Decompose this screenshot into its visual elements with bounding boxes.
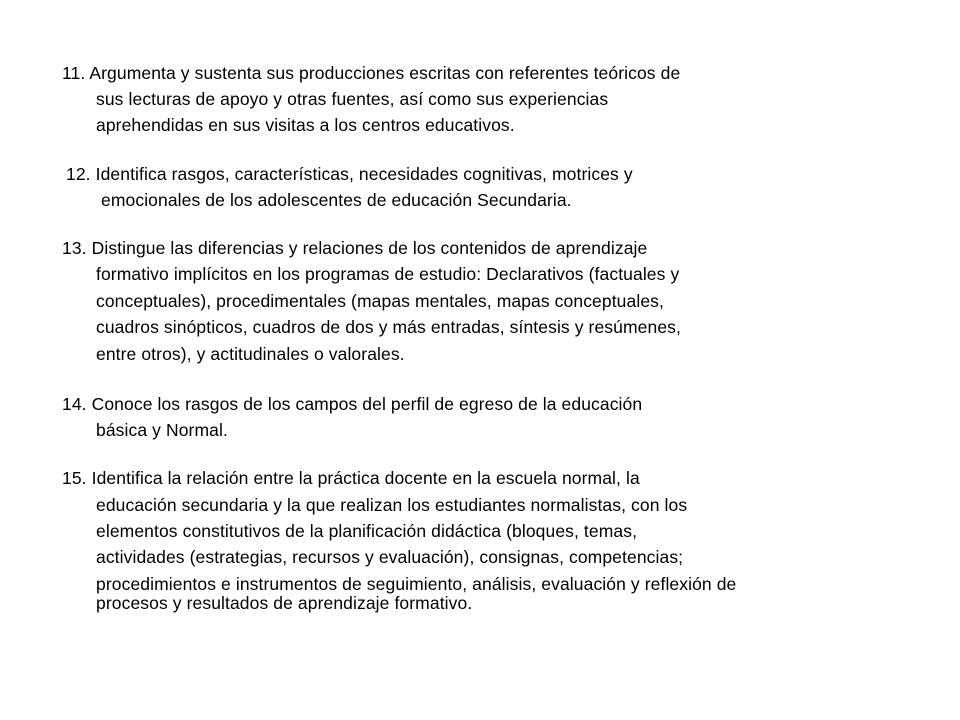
item-15-text-2: educación secundaria y la que realizan los estudiantes normalistas, con los — [96, 495, 688, 515]
item-11-text-2: sus lecturas de apoyo y otras fuentes, así como sus experiencias — [96, 89, 609, 109]
item-13-number: 13. — [62, 238, 87, 258]
item-15-text-6: procesos y resultados de aprendizaje formativo. — [96, 593, 473, 613]
item-12-number: 12. — [66, 164, 91, 184]
item-15-number: 15. — [62, 468, 87, 488]
item-11-text-3: aprehendidas en sus visitas a los centros educativos. — [96, 115, 515, 135]
item-12-text-2: emocionales de los adolescentes de educación Secundaria. — [101, 190, 572, 210]
item-15-text-5: procedimientos e instrumentos de seguimiento, análisis, evaluación y reflexión de — [96, 574, 737, 594]
item-13-line-1 — [62, 237, 647, 259]
item-14-text-1: Conoce los rasgos de los campos del perfil de egreso de la educación — [91, 394, 643, 414]
item-12-line-1 — [66, 163, 633, 185]
item-11-number: 11. — [62, 63, 86, 83]
item-14-number: 14. — [62, 394, 87, 414]
item-13-text-4: cuadros sinópticos, cuadros de dos y más entradas, síntesis y resúmenes, — [96, 317, 681, 337]
item-13-text-3: conceptuales), procedimentales (mapas mentales, mapas conceptuales, — [96, 291, 664, 311]
item-13-text-2: formativo implícitos en los programas de estudio: Declarativos (factuales y — [96, 264, 680, 284]
item-14-line-1 — [62, 393, 642, 415]
item-15-line-1 — [62, 467, 640, 489]
item-11-line-1 — [62, 62, 680, 84]
item-11-text-1: Argumenta y sustenta sus producciones escritas con referentes teóricos de — [89, 63, 681, 83]
item-15-text-3: elementos constitutivos de la planificación didáctica (bloques, temas, — [96, 521, 638, 541]
item-13-text-5: entre otros), y actitudinales o valorales. — [96, 344, 405, 364]
item-15-text-1: Identifica la relación entre la práctica docente en la escuela normal, la — [91, 468, 640, 488]
item-13-text-1: Distingue las diferencias y relaciones de los contenidos de aprendizaje — [91, 238, 648, 258]
item-15-text-4: actividades (estrategias, recursos y evaluación), consignas, competencias; — [96, 547, 684, 567]
item-14-text-2: básica y Normal. — [96, 420, 228, 440]
item-12-text-1: Identifica rasgos, características, necesidades cognitivas, motrices y — [95, 164, 633, 184]
